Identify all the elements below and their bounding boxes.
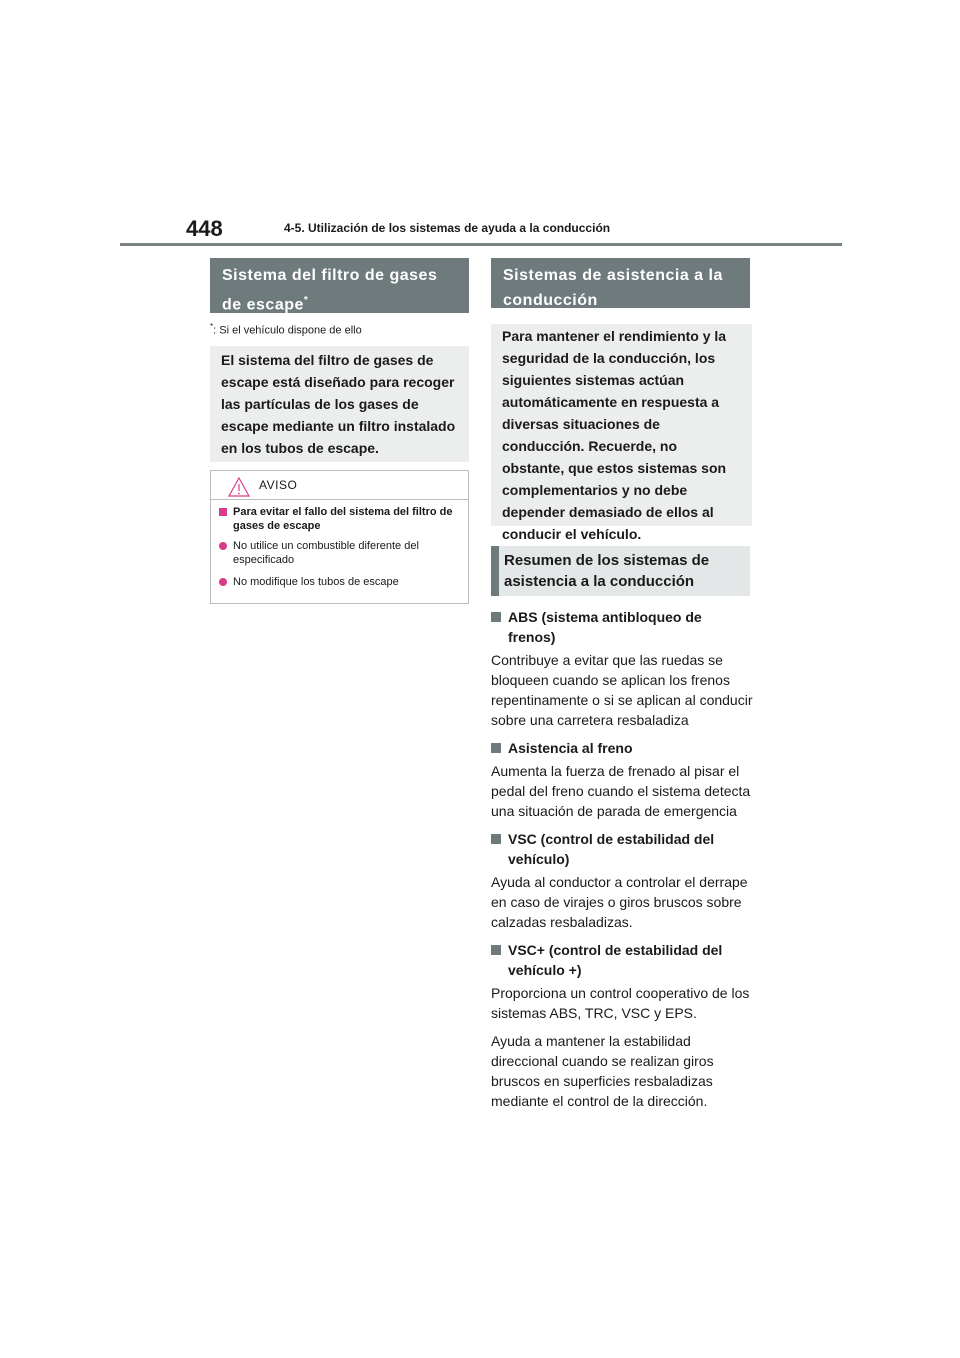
section-title-text: Sistema del filtro de gases de escape [222,267,438,314]
list-item-title [491,940,753,980]
square-bullet-icon [219,508,227,516]
exhaust-filter-intro: El sistema del filtro de gases de escape está diseñado para recoger las partículas de los gases de escape mediante un filtro instalado en los tubos de escape. [221,352,456,456]
subsection-title [491,546,750,596]
driving-assist-intro: Para mantener el rendimiento y la seguridad de la conducción, los siguientes sistemas actúan automáticamente en respuesta a diversas situaciones de conducción. Recuerde, no obstante, que estos sistemas son complementarios y no debe depender demasiado de ellos al conducir el vehículo. [502,328,727,542]
exhaust-filter-intro-box [210,346,469,462]
warning-label: AVISO [259,478,298,492]
driving-assist-intro-box [491,324,752,542]
warning-item-text: No utilice un combustible diferente del especificado [233,540,419,566]
list-item-text: Proporciona un control cooperativo de los sistemas ABS, TRC, VSC y EPS. [491,985,750,1021]
footnote [210,322,362,337]
list-item-title [491,607,753,647]
list-item-title [491,738,753,758]
section-title-driving-assist [491,258,750,308]
warning-title-row [219,505,460,533]
square-bullet-icon [491,834,501,844]
list-item-title [491,829,753,869]
warning-triangle-icon [228,477,250,497]
assist-systems-list [491,603,753,1119]
warning-item-text: No modifique los tubos de escape [233,576,399,588]
warning-item [219,539,460,567]
item-title-text: VSC (control de estabilidad del vehículo) [508,831,715,867]
section-title-text: Sistemas de asistencia a la conducción [503,267,723,309]
round-bullet-icon [219,542,227,550]
subsection-title-text: Resumen de los sistemas de asistencia a la conducción [504,552,710,590]
footnote-mark: * [210,322,214,331]
square-bullet-icon [491,612,501,622]
item-title-text: ABS (sistema antibloqueo de frenos) [508,609,702,645]
warning-title: Para evitar el fallo del sistema del filtro de gases de escape [233,506,453,532]
list-item-text: Aumenta la fuerza de frenado al pisar el pedal del freno cuando el sistema detecta una situación de parada de emergencia [491,763,751,819]
warning-item [219,575,460,589]
page-header [120,212,842,246]
section-title-exhaust-filter [210,258,469,313]
square-bullet-icon [491,743,501,753]
warning-box [210,470,469,604]
warning-header [211,471,468,500]
item-title-text: VSC+ (control de estabilidad del vehículo +) [508,942,723,978]
chapter-title: 4-5. Utilización de los sistemas de ayuda a la conducción [284,221,611,235]
page-number: 448 [186,216,223,241]
square-bullet-icon [491,945,501,955]
list-item-text: Ayuda a mantener la estabilidad direccional cuando se realizan giros bruscos en superficies resbaladizas mediante el control de la dirección. [491,1033,714,1109]
round-bullet-icon [219,578,227,586]
footnote-text: : Si el vehículo dispone de ello [213,324,362,337]
list-item-text: Contribuye a evitar que las ruedas se bloqueen cuando se aplican los frenos repentinamente o si se aplican al conducir sobre una carretera resbaladiza [491,652,753,728]
warning-body [211,500,468,589]
section-title-mark: * [303,295,309,306]
item-title-text: Asistencia al freno [508,740,633,756]
list-item-text: Ayuda al conductor a controlar el derrape en caso de virajes o giros bruscos sobre calzadas resbaladizas. [491,874,748,930]
